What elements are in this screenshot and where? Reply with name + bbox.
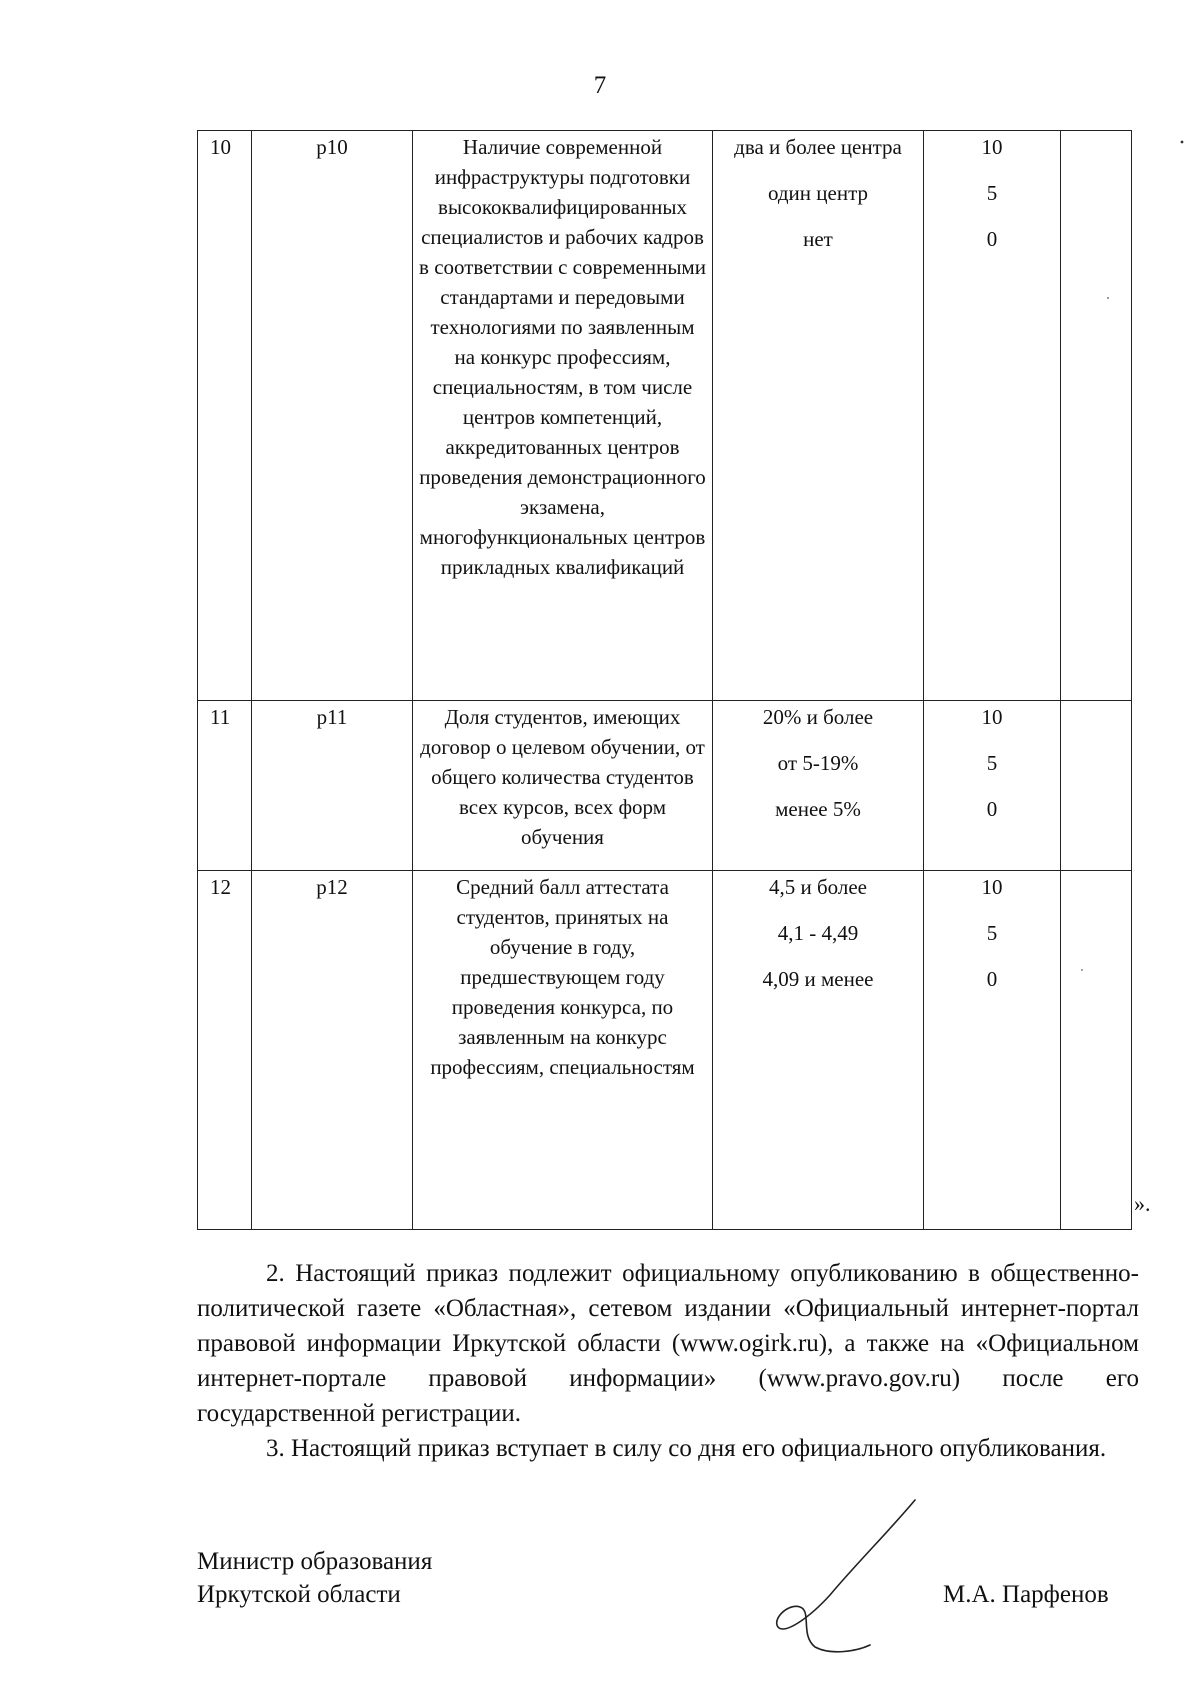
page-number: 7 bbox=[593, 72, 607, 99]
points-value: 0 bbox=[986, 967, 998, 991]
row-number: 10 bbox=[198, 131, 252, 701]
indicator-description: Наличие современной инфраструктуры подготовки высококвалифицированных специалистов и рабочих кадров в соответствии с современными стандартами и передовыми технологиями по заявленным на конкурс профессиям, специальностям, в том числе центров компетенций, аккредитованных центров проведения демонстрационного экзамена, многофункциональных центров прикладных квалификаций bbox=[413, 131, 713, 701]
position-line: Министр образования bbox=[197, 1548, 433, 1575]
points-value: 0 bbox=[986, 227, 998, 251]
signatory-name: М.А. Парфенов bbox=[943, 1581, 1109, 1608]
criterion-value: два и более центра bbox=[734, 135, 902, 159]
criterion-value: нет bbox=[803, 227, 833, 251]
criterion-value: один центр bbox=[767, 181, 869, 205]
row-number: 12 bbox=[198, 871, 252, 1230]
position-line: Иркутской области bbox=[197, 1581, 401, 1608]
indicator-code: p10 bbox=[252, 131, 413, 701]
clause-effective-date: 3. Настоящий приказ вступает в силу со дня его официального опубликования. bbox=[266, 1435, 1107, 1462]
points-value: 5 bbox=[986, 921, 998, 945]
points-value: 0 bbox=[986, 797, 998, 821]
indicator-code: p12 bbox=[252, 871, 413, 1230]
clause-publication: 2. Настоящий приказ подлежит официальному опубликованию в общественно-политической газете «Областная», сетевом издании «Официальный интернет-портал правовой информации Иркутской области (www.ogirk.ru), а также на «Официальном интернет-портале правовой информации» (www.pravo.gov.ru) после его государственной регистрации. bbox=[197, 1260, 1139, 1427]
row-number: 11 bbox=[198, 701, 252, 871]
points-value: 10 bbox=[981, 705, 1003, 729]
points-value: 5 bbox=[986, 751, 998, 775]
indicator-description: Доля студентов, имеющих договор о целевом обучении, от общего количества студентов всех курсов, всех форм обучения bbox=[413, 701, 713, 871]
criterion-value: 4,5 и более bbox=[768, 875, 868, 899]
points-value: 10 bbox=[981, 875, 1003, 899]
indicator-code: p11 bbox=[252, 701, 413, 871]
criterion-value: 20% и более bbox=[762, 705, 874, 729]
criterion-value: 4,09 и менее bbox=[762, 967, 874, 991]
indicator-description: Средний балл аттестата студентов, принятых на обучение в году, предшествующем году проведения конкурса, по заявленным на конкурс профессиям, специальностям bbox=[413, 871, 713, 1230]
criterion-value: от 5-19% bbox=[777, 751, 859, 775]
points-value: 10 bbox=[981, 135, 1003, 159]
points-value: 5 bbox=[986, 181, 998, 205]
criterion-value: менее 5% bbox=[775, 797, 861, 821]
criterion-value: 4,1 - 4,49 bbox=[777, 921, 859, 945]
closing-quote-mark: ». bbox=[1134, 1191, 1151, 1216]
